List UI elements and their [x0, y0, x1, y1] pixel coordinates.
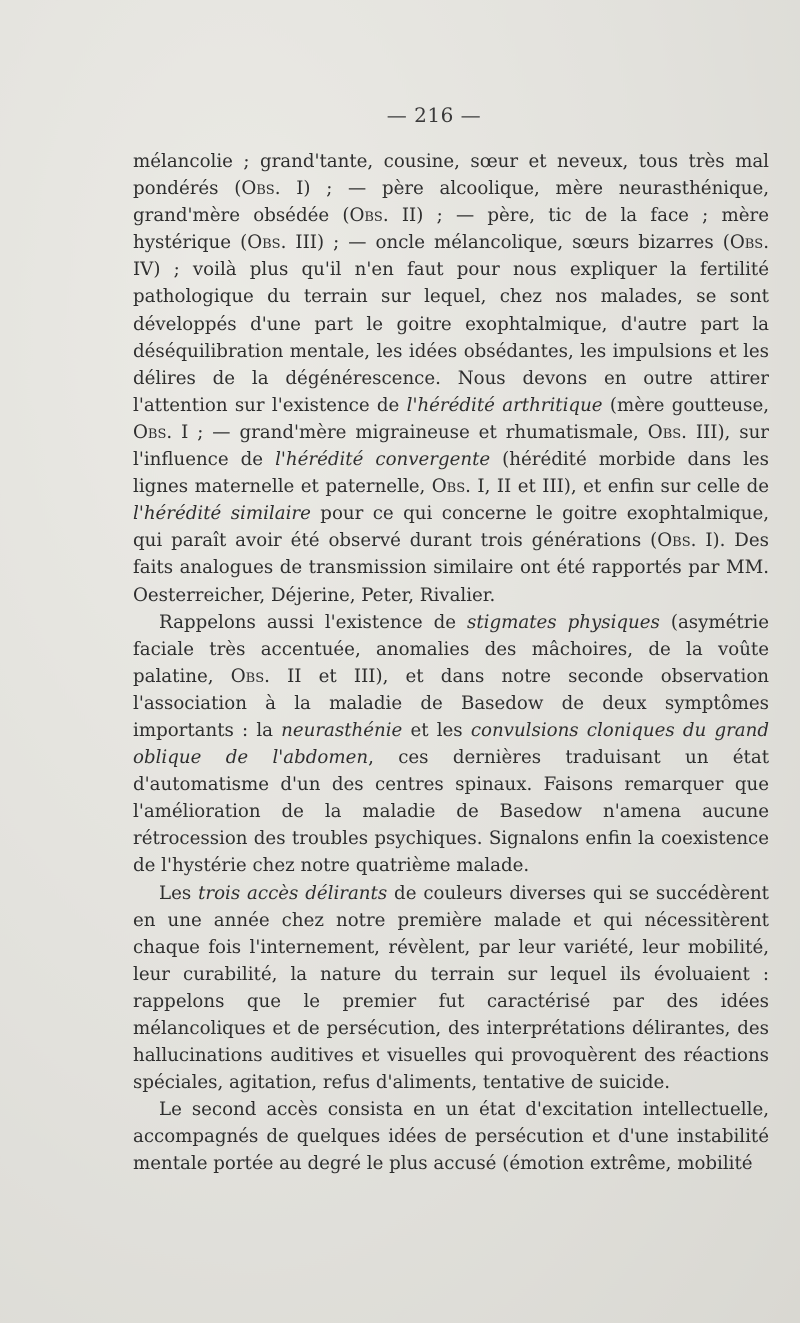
text-run: mélancolie ; grand'tante, cousine, sœur et neveux, tous très mal pondérés ( [133, 151, 769, 200]
text-run: Rappelons aussi l'existence de [159, 611, 467, 633]
emphasis-text: l'hérédité similaire [133, 503, 311, 525]
paragraph [133, 1096, 769, 1177]
paragraph [133, 148, 769, 609]
text-run: Les [159, 882, 199, 904]
observation-abbrev: Obs [133, 421, 167, 443]
paragraph [133, 880, 769, 1097]
text-run: . I ; — grand'mère migraineuse et rhumatismale, [166, 421, 648, 443]
observation-abbrev: Obs [431, 476, 466, 498]
observation-abbrev: Obs [657, 530, 691, 552]
text-run: . IV) ; voilà plus qu'il n'en faut pour nous expliquer la fertilité pathologique du terrain sur lequel, chez nos malades, se sont développés d'une part le goitre exophtalmique, d'autre part la déséquilibration mentale, les idées obsédantes, les impulsions et les délires de la dégénérescence. Nous devons en outre attirer l'attention sur l'existence de [133, 232, 769, 416]
emphasis-text: stigmates physiques [467, 611, 660, 633]
observation-abbrev: Obs [241, 178, 275, 200]
text-run: . I). Des faits analogues de transmission similaire ont été rapportés par MM. Oesterreicher, Déjerine, Peter, Rivalier. [133, 530, 769, 606]
text-run: . II) ; — père, tic de la face ; mère hystérique ( [133, 205, 769, 254]
emphasis-text: trois accès délirants [198, 882, 388, 904]
text-run: . III) ; — oncle mélancolique, sœurs bizarres ( [280, 232, 730, 254]
text-run: et les [402, 719, 471, 741]
text-run: . I, II et III), et enfin sur celle de [465, 476, 770, 498]
text-run: pour ce qui concerne le goitre exophtalmique, qui paraît avoir été observé durant trois générations ( [133, 503, 770, 552]
text-run: (asymétrie faciale très accentuée, anomalies des mâchoires, de la voûte palatine, [133, 611, 769, 687]
observation-abbrev: Obs [349, 205, 383, 227]
observation-abbrev: Obs [729, 232, 764, 254]
page-number: — 216 — [386, 103, 482, 127]
text-run: . III), sur l'influence de [133, 421, 770, 471]
text-run: . I) ; — père alcoolique, mère neurasthénique, grand'mère obsédée ( [133, 178, 769, 227]
emphasis-text: l'hérédité arthritique [406, 394, 603, 416]
text-run: (mère goutteuse, [602, 394, 769, 416]
emphasis-text: neurasthénie [281, 719, 403, 741]
text-run: de couleurs diverses qui se succédèrent en une année chez notre première malade et qui nécessitèrent chaque fois l'internement, révèlent, par leur variété, leur mobilité, leur curabilité, la nature du terrain sur lequel ils évoluaient : rappelons que le premier fut caractérisé par des idées mélancoliques et de persécution, des interprétations délirantes, des hallucinations auditives et visuelles qui provoquèrent des réactions spéciales, agitation, refus d'aliments, tentative de suicide. [133, 882, 769, 1094]
text-run: (hérédité morbide dans les lignes maternelle et paternelle, [133, 449, 769, 498]
emphasis-text: convulsions cloniques du grand oblique de l'abdomen [133, 719, 769, 769]
observation-abbrev: Obs [247, 232, 281, 254]
emphasis-text: l'hérédité convergente [275, 449, 491, 471]
text-run: , ces dernières traduisant un état d'automatisme d'un des centres spinaux. Faisons remarquer que l'amélioration de la maladie de Basedow n'amena aucune rétrocession des troubles psychiques. Signalons enfin la coexistence de l'hystérie chez notre quatrième malade. [133, 747, 769, 877]
text-run: . II et III), et dans notre seconde observation l'association à la maladie de Basedow de deux symptômes importants : la [133, 665, 769, 741]
text-run: Le second accès consista en un état d'excitation intellectuelle, accompagnés de quelques idées de persécution et d'une instabilité mentale portée au degré le plus accusé (émotion extrême, mobilité [133, 1099, 769, 1175]
body-text [133, 148, 769, 1178]
observation-abbrev: Obs [230, 665, 265, 687]
paragraph [133, 609, 769, 880]
observation-abbrev: Obs [647, 421, 682, 443]
